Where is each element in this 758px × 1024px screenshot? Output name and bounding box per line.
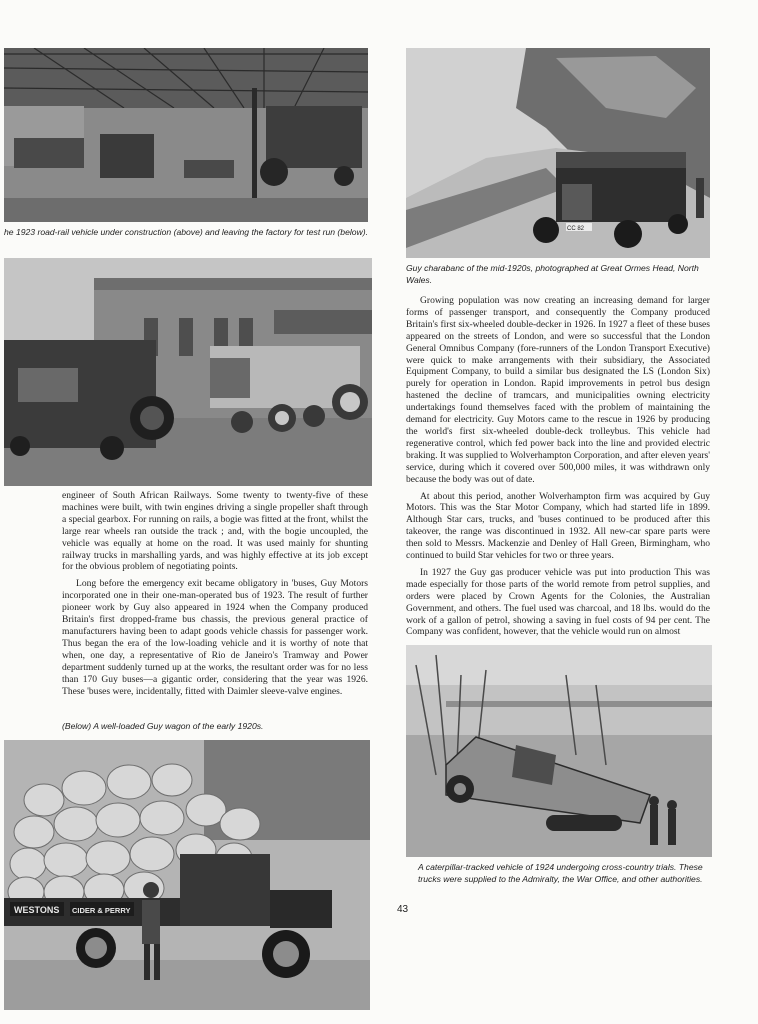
- caterpillar-vehicle-photo: [406, 645, 712, 857]
- loaded-wagon-photo: [4, 740, 370, 1010]
- charabanc-photo: [406, 48, 710, 258]
- wagon-board-cider: CIDER & PERRY: [72, 906, 131, 915]
- charabanc-plate: CC 82: [567, 226, 585, 232]
- right-paragraph-3: In 1927 the Guy gas producer vehicle was put into production This was made especially for those parts of the world remote from petrol supplies, and orders were placed by Crown Agents for the Colonies, the Australian Government, and others. The fuel used was charcoal, and 18 lbs. would do the work of a gallon of petrol, showing a saving in fuel costs of 94 per cent. The Company was confident, however, that the vehicle would run on almost: [406, 566, 710, 638]
- right-paragraph-1: Growing population was now creating an increasing demand for larger forms of passenger transport, and consequently the Company produced Britain's first six-wheeled double-decker in 1926. In 1927 a fleet of these buses appeared on the streets of London, and were so successful that the London General Omnibus Company (fore-runners of the London Transport Executive) were quick to make arrangements with their subsidiary, the Associated Equipment Company, to build a similar bus designated the LS (London Six) purely for operation in London. Rapid improvements in petrol bus design hastened the decline of tramcars, and municipalities owning electricity undertakings found themselves faced with the problem of maintaining the demand for electricity. Guy Motors came to the rescue in 1926 by producing the world's first six-wheeled double-deck trolleybus. This vehicle had regenerative control, which fed power back into the line and provided electric braking. It was supplied to Wolverhampton Corporation, and after eleven years' service, during which it covered over 500,000 miles, it was withdrawn only because the body was out of date.: [406, 295, 710, 485]
- left-paragraph-2: Long before the emergency exit became obligatory in 'buses, Guy Motors incorporated one in their one-man-operated bus of 1923. The result of further pioneer work by Guy also appeared in 1924 when the Company produced Britain's first dropped-frame bus chassis, the previous general practice of manufacturers having been to adapt goods vehicle chassis for passenger work. Thus began the era of the low-loading vehicle and it is worthy of note that when, one day, a representative of Rio de Janeiro's Tramway and Power department suddenly turned up at the works, the resultant order was for no less than 170 Guy buses—a gigantic order, considering that the year was 1926. These 'buses were, incidentally, fitted with Daimler sleeve-valve engines.: [62, 578, 368, 697]
- charabanc-caption: Guy charabanc of the mid-1920s, photographed at Great Ormes Head, North Wales.: [406, 263, 699, 285]
- road-rail-vehicle-photo: [4, 258, 372, 486]
- wagon-caption: (Below) A well-loaded Guy wagon of the early 1920s.: [62, 721, 264, 731]
- right-paragraph-2: At about this period, another Wolverhampton firm was acquired by Guy Motors. This was the Star Motor Company, which had started life in 1899. Although Star cars, trucks, and 'buses continued to be produced after this takeover, the range was discontinued in 1932. All new-car spare parts were then sold to Messrs. Mackenzie and Denley of Hall Green, Birmingham, who continued to build Star vehicles for two or three years.: [406, 490, 710, 562]
- right-column-text: [406, 295, 710, 643]
- left-column-text: [62, 490, 368, 702]
- factory-interior-photo: [4, 48, 368, 222]
- wagon-board-westons: WESTONS: [14, 905, 60, 915]
- caterpillar-caption: A caterpillar-tracked vehicle of 1924 undergoing cross-country trials. These trucks were supplied to the Admiralty, the War Office, and other authorities.: [418, 862, 703, 884]
- left-paragraph-1: engineer of South African Railways. Some twenty to twenty-five of these machines were built, with twin engines driving a single propeller shaft through a special gearbox. For running on rails, a bogie was fitted at the front, whilst the large rear wheels ran outside the track ; and, with the bogie uncoupled, the vehicle was equally at home on the road. It was used mainly for shunting railway trucks in marshalling yards, and was highly effective at its job except for the obvious problem of negotiating points.: [62, 490, 368, 573]
- factory-caption: he 1923 road-rail vehicle under construction (above) and leaving the factory for test run (below).: [4, 227, 369, 237]
- page-number: 43: [397, 904, 409, 915]
